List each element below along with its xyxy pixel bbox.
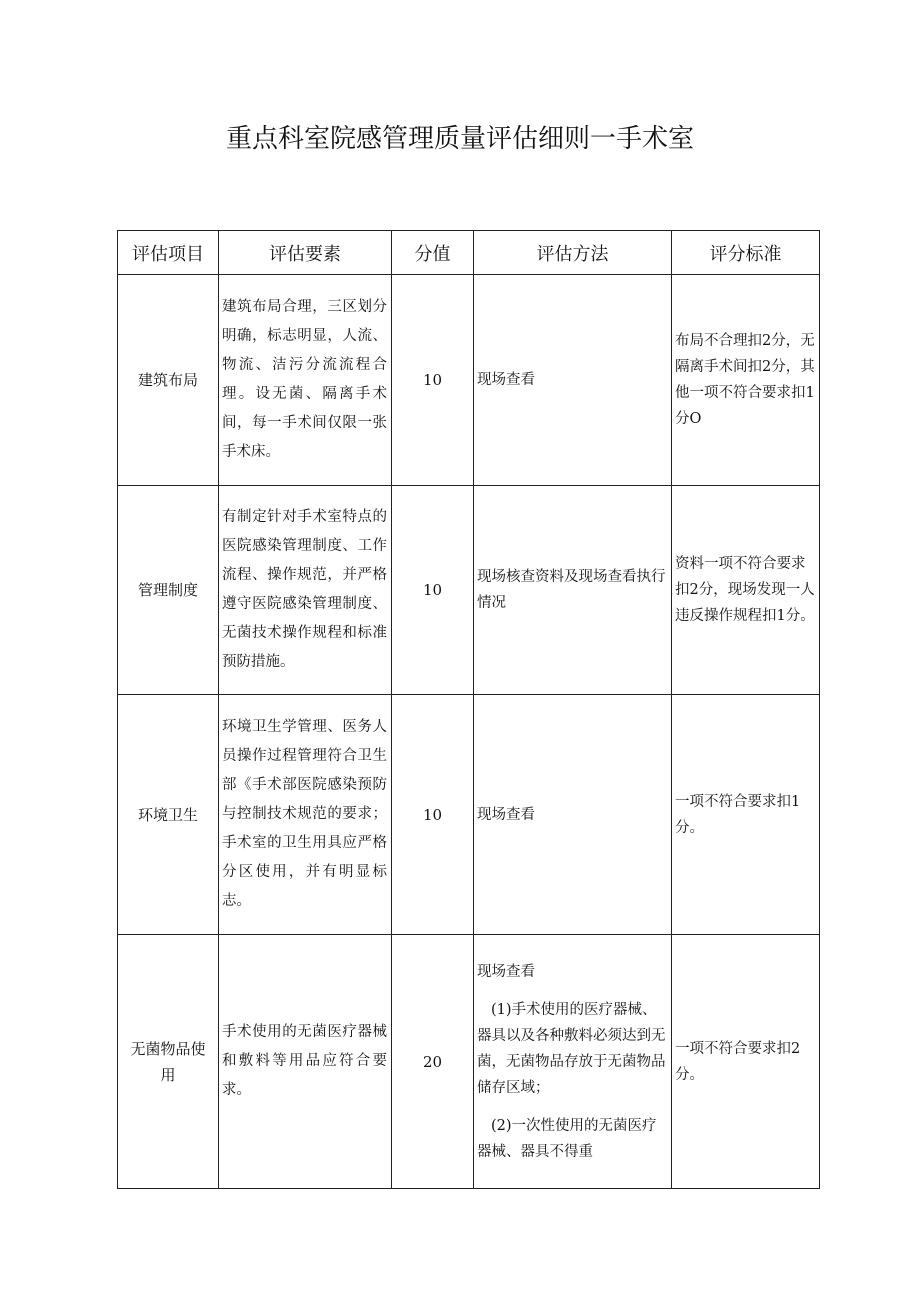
row-item: 无菌物品使用 <box>118 935 219 1189</box>
header-standard: 评分标准 <box>672 231 820 275</box>
row-score: 10 <box>392 275 474 486</box>
row-element: 手术使用的无菌医疗器械和敷料等用品应符合要求。 <box>219 935 392 1189</box>
row-element: 有制定针对手术室特点的医院感染管理制度、工作流程、操作规范，并严格遵守医院感染管理制度、无菌技术操作规程和标准预防措施。 <box>219 486 392 695</box>
row-standard: 一项不符合要求扣1分。 <box>672 695 820 935</box>
row-method: 现场查看 <box>474 695 672 935</box>
header-method: 评估方法 <box>474 231 672 275</box>
page-title: 重点科室院感管理质量评估细则一手术室 <box>225 124 694 154</box>
row-element: 建筑布局合理，三区划分明确，标志明显，人流、物流、洁污分流流程合理。设无菌、隔离手术间，每一手术间仅限一张手术床。 <box>219 275 392 486</box>
header-item: 评估项目 <box>118 231 219 275</box>
row-standard: 一项不符合要求扣2分。 <box>672 935 820 1189</box>
row-standard: 布局不合理扣2分，无隔离手术间扣2分，其他一项不符合要求扣1分O <box>672 275 820 486</box>
row-score: 20 <box>392 935 474 1189</box>
table-row <box>118 275 820 486</box>
header-element: 评估要素 <box>219 231 392 275</box>
row-method-step-1: (1)手术使用的医疗器械、器具以及各种敷料必须达到无菌，无菌物品存放于无菌物品储存区域； <box>477 1001 666 1096</box>
table-row <box>118 486 820 695</box>
row-score: 10 <box>392 695 474 935</box>
row-method: 现场核查资料及现场查看执行情况 <box>474 486 672 695</box>
row-method-cell <box>474 935 672 1189</box>
table-row <box>118 935 820 1189</box>
row-method: 现场查看 <box>474 275 672 486</box>
row-item: 环境卫生 <box>118 695 219 935</box>
row-score: 10 <box>392 486 474 695</box>
row-item: 建筑布局 <box>118 275 219 486</box>
row-method: 现场查看 <box>477 963 535 980</box>
evaluation-table <box>117 230 820 1189</box>
row-method-step-2: (2)一次性使用的无菌医疗器械、器具不得重 <box>477 1117 657 1160</box>
row-item: 管理制度 <box>118 486 219 695</box>
row-standard: 资料一项不符合要求扣2分，现场发现一人违反操作规程扣1分。 <box>672 486 820 695</box>
header-score: 分值 <box>392 231 474 275</box>
table-header-row <box>118 231 820 275</box>
table-row <box>118 695 820 935</box>
row-element: 环境卫生学管理、医务人员操作过程管理符合卫生部《手术部医院感染预防与控制技术规范的要求；手术室的卫生用具应严格分区使用，并有明显标志。 <box>219 695 392 935</box>
